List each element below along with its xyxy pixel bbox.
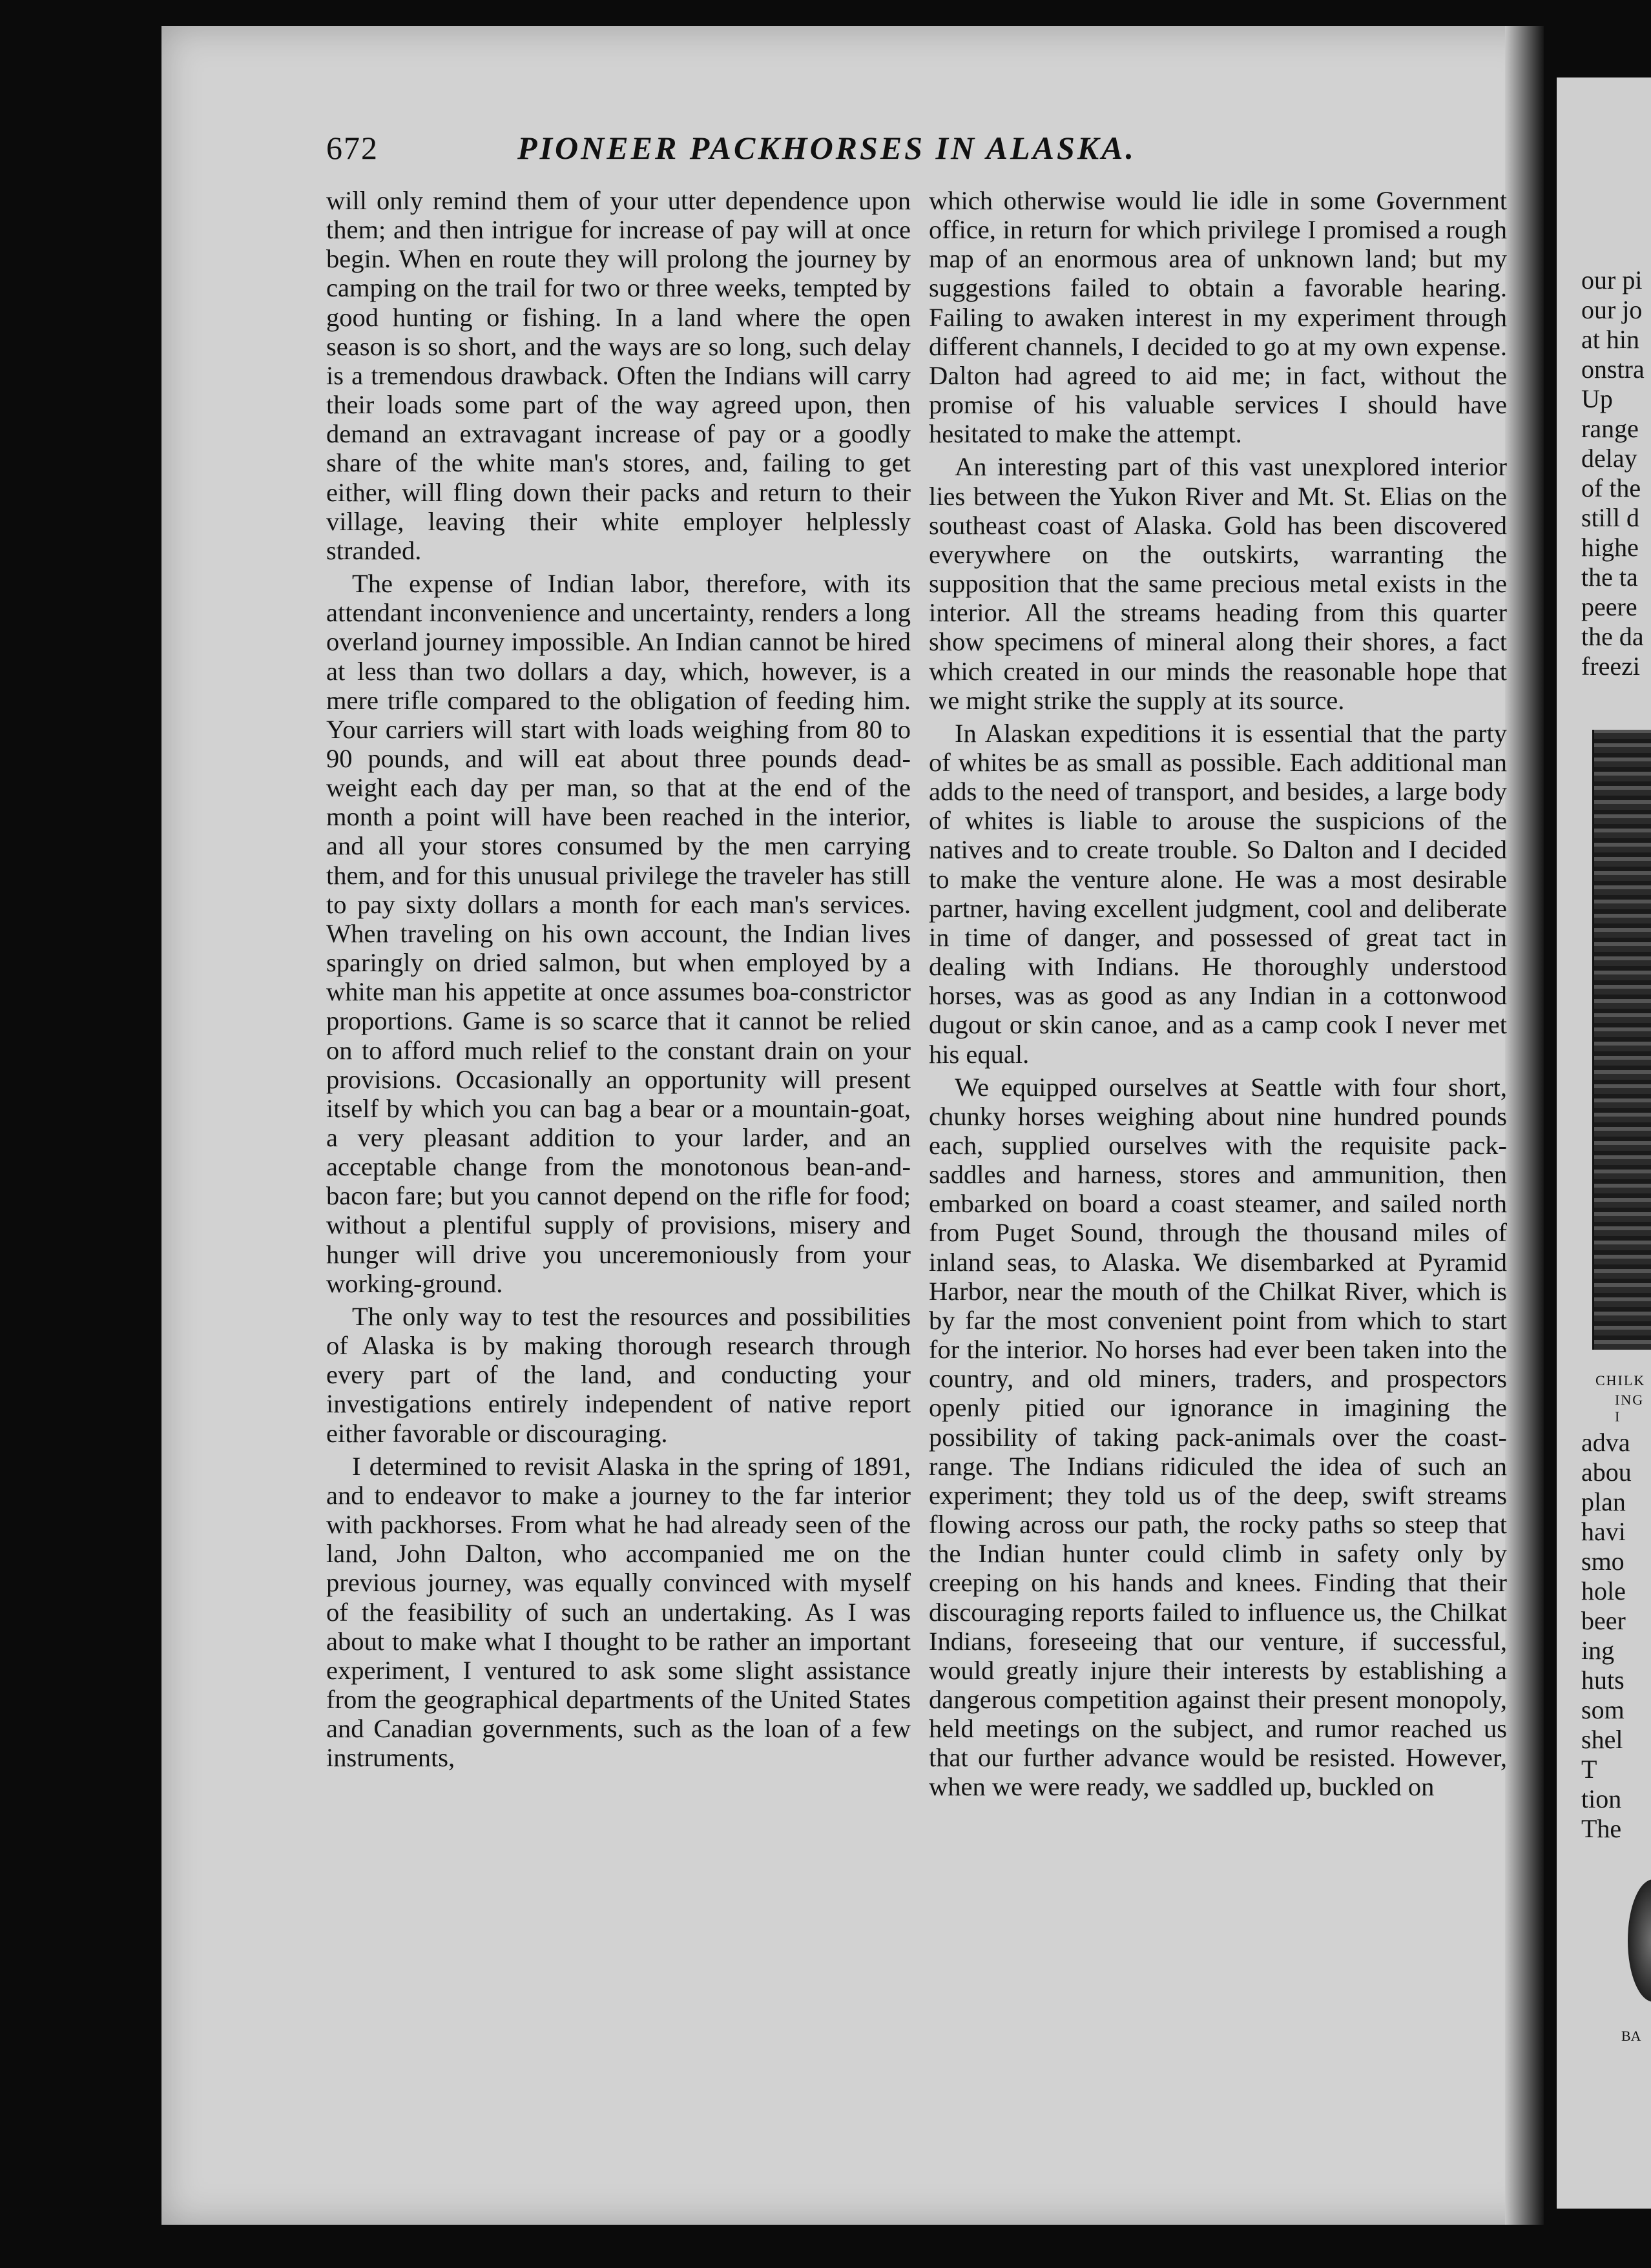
next-page-line: adva	[1581, 1428, 1630, 1457]
paragraph: which otherwise would lie idle in some Government office, in return for which privilege I promised a rough map of an enormous area of unknown land; but my suggestions failed to obtain a favorable hearing. Failing to awaken interest in my experiment through different channels, I decided to go at my own expense. Dalton had agreed to aid me; in fact, without the promise of his valuable services I should have hesitated to make the attempt.	[929, 186, 1507, 449]
next-page-line: som	[1581, 1695, 1625, 1724]
next-page-line: our jo	[1581, 295, 1643, 324]
next-page-line: highe	[1581, 533, 1639, 562]
next-page-line: at hin	[1581, 325, 1639, 354]
next-page-line: the ta	[1581, 562, 1638, 592]
next-page-line: shel	[1581, 1725, 1623, 1754]
next-page-line: freezi	[1581, 652, 1641, 681]
running-title: PIONEER PACKHORSES IN ALASKA.	[517, 130, 1136, 166]
next-page-line: havi	[1581, 1517, 1626, 1546]
paragraph: will only remind them of your utter dependence upon them; and then intrigue for increase of pay will at once begin. When en route they will prolong the journey by camping on the trail for two or three weeks, tempted by good hunting or fishing. In a land where the open season is so short, and the ways are so long, such delay is a tremendous drawback. Often the Indians will carry their loads some part of the way agreed upon, then demand an extravagant increase of pay or a goodly share of the white man's stores, and, failing to get either, will fling down their packs and return to their village, leaving their white employer helplessly stranded.	[326, 186, 911, 565]
paragraph: The expense of Indian labor, therefore, with its attendant inconvenience and uncertainty, renders a long overland journey impossible. An Indian cannot be hired at less than two dollars a day, which, however, is a mere trifle compared to the obligation of feeding him. Your carriers will start with loads weighing from 80 to 90 pounds, and will eat about three pounds dead-weight each day per man, so that at the end of the month a point will have been reached in the interior, and all your stores consumed by the men carrying them, and for this unusual privilege the traveler has still to pay sixty dollars a month for each man's services. When traveling on his own account, the Indian lives sparingly on dried salmon, but when employed by a white man his appetite at once assumes boa-constrictor proportions. Game is so scarce that it cannot be relied on to afford much relief to the constant drain on your provisions. Occasionally an opportunity will present itself by which you can bag a bear or a mountain-goat, a very pleasant addition to your larder, and an acceptable change from the monotonous bean-and-bacon fare; but you cannot depend on the rifle for food; without a plentiful supply of provisions, misery and hunger will drive you unceremoniously from your working-ground.	[326, 569, 911, 1298]
left-column	[326, 186, 911, 1772]
next-page-line: range	[1581, 414, 1639, 443]
portrait-edge	[1628, 1879, 1651, 2002]
next-page-line: Up	[1581, 384, 1613, 413]
next-page-line: hole	[1581, 1576, 1626, 1605]
next-page-line: of the	[1581, 473, 1641, 502]
next-page-line: huts	[1581, 1665, 1625, 1695]
next-page-line: T	[1581, 1755, 1597, 1784]
next-page-line: delay	[1581, 444, 1637, 473]
next-page-line: our pi	[1581, 265, 1643, 294]
next-page-line: peere	[1581, 592, 1637, 621]
next-page-line: smo	[1581, 1547, 1625, 1576]
next-page-line: onstra	[1581, 355, 1645, 384]
caption-fragment: BA	[1621, 2028, 1641, 2044]
caption-fragment: CHILK	[1595, 1372, 1646, 1388]
next-page-line: plan	[1581, 1487, 1626, 1516]
binding-gutter	[1505, 26, 1544, 2225]
next-page-line: abou	[1581, 1458, 1632, 1487]
paragraph: An interesting part of this vast unexplored interior lies between the Yukon River and Mt. St. Elias on the southeast coast of Alaska. Gold has been discovered everywhere on the outskirts, warranting the supposition that the same precious metal exists in the interior. All the streams heading from this quarter show specimens of mineral along their shores, a fact which created in our minds the reasonable hope that we might strike the supply at its source.	[929, 452, 1507, 715]
illustration-edge	[1592, 730, 1651, 1350]
right-column	[929, 186, 1507, 1802]
next-page-line: The	[1581, 1814, 1622, 1843]
paragraph: We equipped ourselves at Seattle with four short, chunky horses weighing about nine hundred pounds each, supplied ourselves with the requisite pack-saddles and harness, stores and ammunition, then embarked on board a coast steamer, and sailed north from Puget Sound, through the thousand miles of inland seas, to Alaska. We disembarked at Pyramid Harbor, near the mouth of the Chilkat River, which is by far the most convenient point from which to start for the interior. No horses had ever been taken into the country, and old miners, traders, and prospectors openly pitied our ignorance in imagining the possibility of taking pack-animals over the coast-range. The Indians ridiculed the idea of such an experiment; they told us of the deep, swift streams flowing across our path, the rocky paths so steep that the Indian hunter could climb in safety only by creeping on his hands and knees. Finding that their discouraging reports failed to influence us, the Chilkat Indians, foreseeing that our venture, if successful, would greatly injure their interests by establishing a dangerous competition against their present monopoly, held meetings on the subject, and rumor reached us that our further advance would be resisted. However, when we were ready, we saddled up, buckled on	[929, 1072, 1507, 1802]
next-page-line: the da	[1581, 622, 1644, 651]
paragraph: The only way to test the resources and possibilities of Alaska is by making thorough research through every part of the land, and conducting your investigations entirely independent of native report either favorable or discouraging.	[326, 1301, 911, 1448]
page-header	[326, 129, 1243, 174]
next-page-edge	[1557, 77, 1651, 2209]
caption-fragment: ING I	[1615, 1392, 1645, 1425]
next-page-line: ing	[1581, 1636, 1615, 1665]
next-page-line: beer	[1581, 1606, 1626, 1635]
paragraph: In Alaskan expeditions it is essential that the party of whites be as small as possible. Each additional man adds to the need of transport, and besides, a large body of whites is liable to arouse the suspicions of the natives and to create trouble. So Dalton and I decided to make the venture alone. He was a most desirable partner, having excellent judgment, cool and deliberate in time of danger, and possessed of great tact in dealing with Indians. He thoroughly understood horses, was as good as any Indian in a cottonwood dugout or skin canoe, and as a camp cook I never met his equal.	[929, 718, 1507, 1069]
next-page-line: tion	[1581, 1784, 1622, 1813]
page-number: 672	[326, 130, 379, 166]
next-page-line: still d	[1581, 503, 1640, 532]
paragraph: I determined to revisit Alaska in the spring of 1891, and to endeavor to make a journey to the far interior with packhorses. From what he had already seen of the land, John Dalton, who accompanied me on the previous journey, was equally convinced with myself of the feasibility of such an undertaking. As I was about to make what I thought to be rather an important experiment, I ventured to ask some slight assistance from the geographical departments of the United States and Canadian governments, such as the loan of a few instruments,	[326, 1451, 911, 1773]
